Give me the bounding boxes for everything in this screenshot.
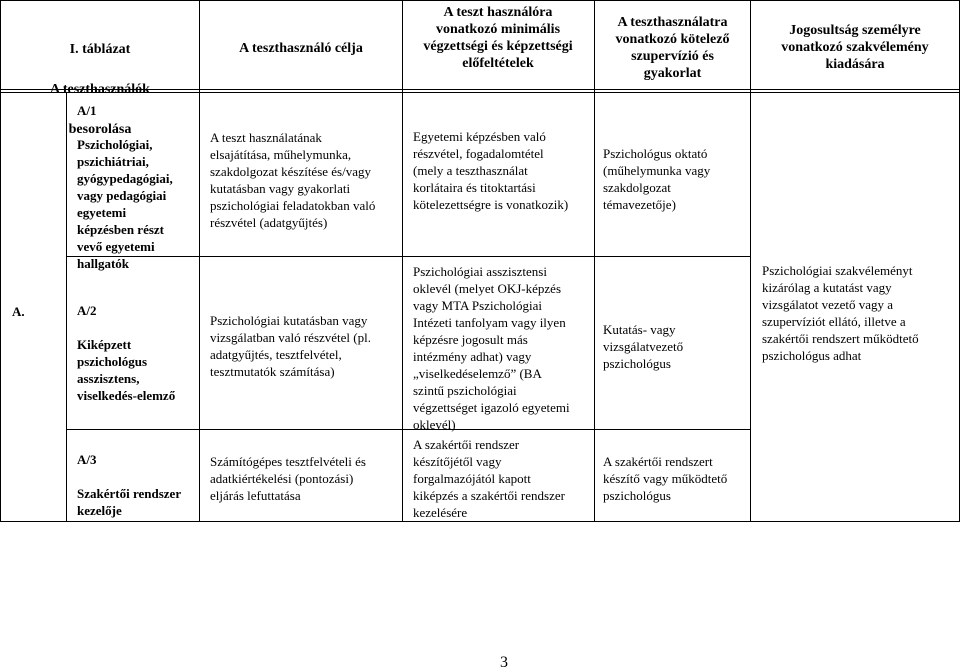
row-supervision: A szakértői rendszert készítő vagy működtető pszichológus [603, 454, 728, 503]
row-purpose: A teszt használatának elsajátítása, műhelymunka, szakdolgozat készítése és/vagy kutatásban vagy gyakorlati pszichológiai feladatokban való részvétel (adatgyűjtés) [210, 130, 376, 230]
header-category-line2: A teszthasználók [50, 82, 150, 97]
header-purpose: A teszthasználó célja [239, 41, 363, 56]
row-category: A/3 Szakértői rendszer kezelője [77, 452, 182, 518]
group-label: A. [12, 304, 25, 319]
row-category: A/1 Pszichológiai, pszichiátriai, gyógypedagógiai, vagy pedagógiai egyetemi képzésben részt vevő egyetemi hallgatók [77, 103, 173, 271]
header-supervision: A teszthasználatra vonatkozó kötelező szupervízió és gyakorlat [615, 15, 730, 81]
row-divider-2 [66, 429, 750, 430]
col-border-4 [750, 0, 751, 522]
row-purpose: Számítógépes tesztfelvételi és adatkiértékelési (pontozási) eljárás lefuttatása [210, 454, 366, 503]
row-prerequisites: Pszichológiai asszisztensi oklevél (melyet OKJ-képzés vagy MTA Pszichológiai Intézeti tanfolyam vagy ilyen képzésre jogosult más intézmény adhat) vagy „viselkedéselemző” (BA szintű pszichológiai végzettséget igazoló egyetemi oklevél) [413, 264, 570, 432]
header-prerequisites: A teszt használóra vonatkozó minimális végzettségi és képzettségi előfeltételek [423, 5, 573, 71]
row-category: A/2 Kiképzett pszichológus asszisztens, viselkedés-elemző [77, 303, 176, 403]
row-prerequisites: A szakértői rendszer készítőjétől vagy forgalmazójától kapott kiképzés a szakértői rendszer kezelésére [413, 437, 565, 520]
table-top-border [0, 0, 960, 1]
rights-merged-cell: Pszichológiai szakvéleményt kizárólag a kutatást vagy vizsgálatot vezető vagy a szupervíziót ellátó, illetve a szakértői rendszert működtető pszichológus adhat [762, 263, 919, 363]
row-supervision: Pszichológus oktató (műhelymunka vagy szakdolgozat témavezetője) [603, 146, 711, 212]
row-purpose: Pszichológiai kutatásban vagy vizsgálatban való részvétel (pl. adatgyűjtés, tesztfelvétel, tesztmutatók számítása) [210, 313, 371, 379]
col-border-2 [402, 0, 403, 522]
header-rights: Jogosultság személyre vonatkozó szakvélemény kiadására [781, 23, 929, 72]
table-caption: I. táblázat [69, 42, 131, 57]
row-supervision: Kutatás- vagy vizsgálatvezető pszichológus [603, 322, 684, 371]
col-border-left [0, 0, 1, 522]
table-bottom-border [0, 521, 960, 522]
header-category-line3: besorolása [68, 122, 132, 137]
page-number: 3 [500, 654, 508, 671]
col-border-1 [199, 0, 200, 522]
row-prerequisites: Egyetemi képzésben való részvétel, fogadalomtétel (mely a teszthasználat korlátaira és titoktartási kötelezettségre is vonatkozik) [413, 129, 569, 212]
